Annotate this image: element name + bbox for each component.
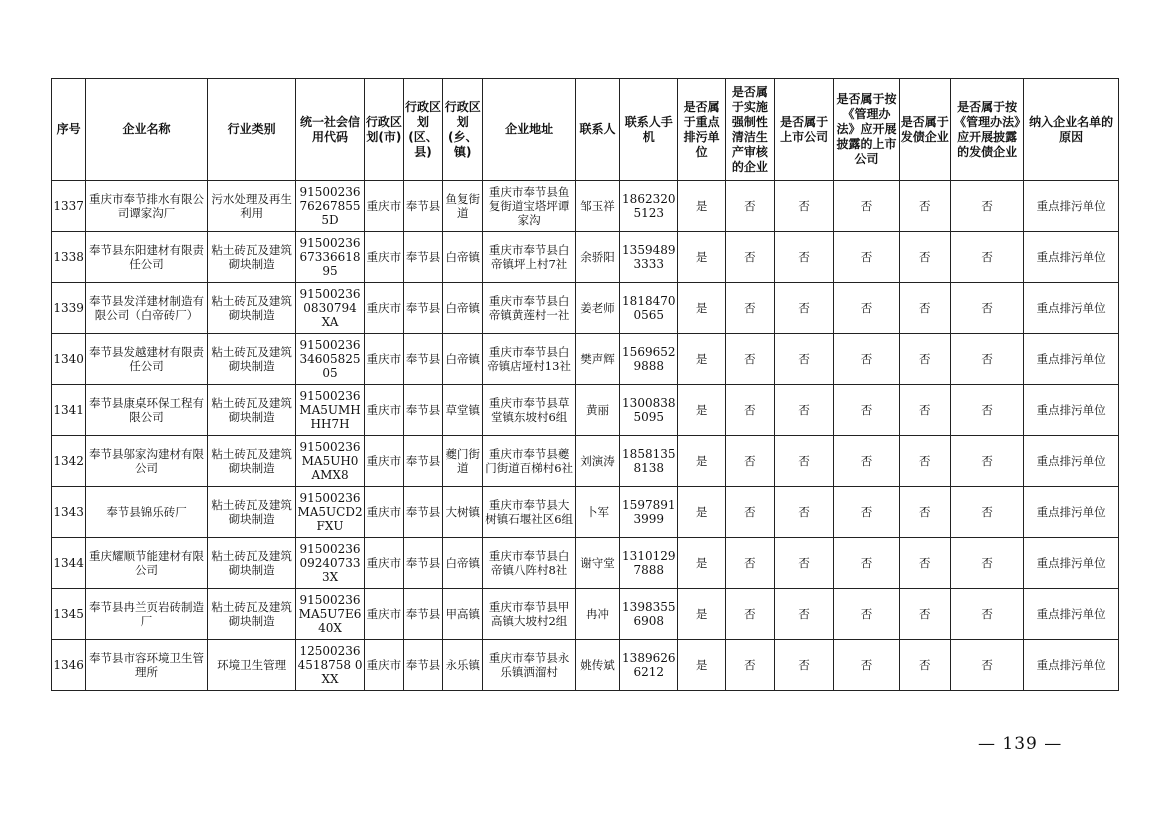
contact-phone: 13008385095	[620, 385, 678, 436]
bond-disclose-flag: 否	[950, 334, 1023, 385]
address: 重庆市奉节县白帝镇八阵村8社	[483, 538, 576, 589]
page-number: — 139 —	[978, 734, 1063, 754]
industry-type: 污水处理及再生利用	[207, 181, 295, 232]
key-polluter-flag: 是	[678, 487, 725, 538]
city: 重庆市	[364, 283, 403, 334]
inclusion-reason: 重点排污单位	[1024, 181, 1119, 232]
contact-phone: 13896266212	[620, 640, 678, 691]
col-header-bond: 是否属于发债企业	[899, 79, 950, 181]
inclusion-reason: 重点排污单位	[1024, 640, 1119, 691]
contact-person: 樊声辉	[575, 334, 619, 385]
col-header-credit-code: 统一社会信用代码	[296, 79, 364, 181]
town: 夔门街道	[443, 436, 483, 487]
clean-production-flag: 否	[725, 334, 774, 385]
row-number: 1337	[52, 181, 86, 232]
bond-issuer-flag: 否	[899, 334, 950, 385]
col-header-name: 企业名称	[86, 79, 208, 181]
address: 重庆市奉节县草堂镇东坡村6组	[483, 385, 576, 436]
contact-person: 黄丽	[575, 385, 619, 436]
table-row	[52, 181, 1119, 232]
town: 永乐镇	[443, 640, 483, 691]
table-row	[52, 589, 1119, 640]
company-name: 重庆耀顺节能建材有限公司	[86, 538, 208, 589]
company-name: 奉节县锦乐砖厂	[86, 487, 208, 538]
row-number: 1339	[52, 283, 86, 334]
listed-company-flag: 否	[774, 589, 833, 640]
inclusion-reason: 重点排污单位	[1024, 385, 1119, 436]
col-header-industry: 行业类别	[207, 79, 295, 181]
industry-type: 粘土砖瓦及建筑砌块制造	[207, 385, 295, 436]
contact-person: 谢守堂	[575, 538, 619, 589]
row-number: 1344	[52, 538, 86, 589]
clean-production-flag: 否	[725, 181, 774, 232]
listed-disclose-flag: 否	[834, 487, 899, 538]
col-header-listed-disclose: 是否属于按《管理办法》应开展披露的上市公司	[834, 79, 899, 181]
credit-code: 915002360830794 XA	[296, 283, 364, 334]
bond-issuer-flag: 否	[899, 640, 950, 691]
county: 奉节县	[403, 487, 442, 538]
industry-type: 粘土砖瓦及建筑砌块制造	[207, 589, 295, 640]
listed-company-flag: 否	[774, 232, 833, 283]
credit-code: 915002366733661895	[296, 232, 364, 283]
contact-phone: 13983556908	[620, 589, 678, 640]
clean-production-flag: 否	[725, 283, 774, 334]
contact-person: 刘演涛	[575, 436, 619, 487]
contact-person: 冉冲	[575, 589, 619, 640]
town: 白帝镇	[443, 232, 483, 283]
inclusion-reason: 重点排污单位	[1024, 436, 1119, 487]
town: 草堂镇	[443, 385, 483, 436]
bond-issuer-flag: 否	[899, 487, 950, 538]
contact-phone: 18184700565	[620, 283, 678, 334]
bond-disclose-flag: 否	[950, 640, 1023, 691]
company-name: 奉节县邬家沟建材有限公司	[86, 436, 208, 487]
key-polluter-flag: 是	[678, 181, 725, 232]
town: 甲高镇	[443, 589, 483, 640]
listed-disclose-flag: 否	[834, 538, 899, 589]
listed-disclose-flag: 否	[834, 385, 899, 436]
town: 白帝镇	[443, 283, 483, 334]
contact-phone: 13101297888	[620, 538, 678, 589]
key-polluter-flag: 是	[678, 538, 725, 589]
contact-phone: 18623205123	[620, 181, 678, 232]
bond-disclose-flag: 否	[950, 538, 1023, 589]
row-number: 1343	[52, 487, 86, 538]
contact-phone: 18581358138	[620, 436, 678, 487]
table-row	[52, 538, 1119, 589]
row-number: 1346	[52, 640, 86, 691]
industry-type: 粘土砖瓦及建筑砌块制造	[207, 436, 295, 487]
county: 奉节县	[403, 283, 442, 334]
inclusion-reason: 重点排污单位	[1024, 232, 1119, 283]
county: 奉节县	[403, 181, 442, 232]
contact-person: 姚传斌	[575, 640, 619, 691]
industry-type: 粘土砖瓦及建筑砌块制造	[207, 334, 295, 385]
row-number: 1341	[52, 385, 86, 436]
city: 重庆市	[364, 589, 403, 640]
col-header-address: 企业地址	[483, 79, 576, 181]
city: 重庆市	[364, 640, 403, 691]
address: 重庆市奉节县白帝镇店垭村13社	[483, 334, 576, 385]
listed-disclose-flag: 否	[834, 232, 899, 283]
listed-company-flag: 否	[774, 181, 833, 232]
bond-disclose-flag: 否	[950, 283, 1023, 334]
key-polluter-flag: 是	[678, 589, 725, 640]
contact-person: 余骄阳	[575, 232, 619, 283]
bond-issuer-flag: 否	[899, 283, 950, 334]
industry-type: 粘土砖瓦及建筑砌块制造	[207, 538, 295, 589]
clean-production-flag: 否	[725, 589, 774, 640]
enterprise-list-table	[51, 78, 1119, 691]
industry-type: 环境卫生管理	[207, 640, 295, 691]
industry-type: 粘土砖瓦及建筑砌块制造	[207, 487, 295, 538]
industry-type: 粘土砖瓦及建筑砌块制造	[207, 283, 295, 334]
bond-disclose-flag: 否	[950, 589, 1023, 640]
address: 重庆市奉节县夔门街道百梯村6社	[483, 436, 576, 487]
row-number: 1338	[52, 232, 86, 283]
credit-code: 915002363460582505	[296, 334, 364, 385]
bond-disclose-flag: 否	[950, 385, 1023, 436]
city: 重庆市	[364, 385, 403, 436]
bond-disclose-flag: 否	[950, 181, 1023, 232]
credit-code: 91500236762678555D	[296, 181, 364, 232]
contact-person: 姜老师	[575, 283, 619, 334]
contact-phone: 15696529888	[620, 334, 678, 385]
credit-code: 91500236MA5UMHHH7H	[296, 385, 364, 436]
bond-issuer-flag: 否	[899, 232, 950, 283]
address: 重庆市奉节县甲高镇大坡村2组	[483, 589, 576, 640]
city: 重庆市	[364, 181, 403, 232]
industry-type: 粘土砖瓦及建筑砌块制造	[207, 232, 295, 283]
key-polluter-flag: 是	[678, 385, 725, 436]
bond-issuer-flag: 否	[899, 589, 950, 640]
row-number: 1340	[52, 334, 86, 385]
table-row	[52, 640, 1119, 691]
bond-issuer-flag: 否	[899, 385, 950, 436]
contact-person: 邹玉祥	[575, 181, 619, 232]
col-header-contact: 联系人	[575, 79, 619, 181]
credit-code: 91500236092407333X	[296, 538, 364, 589]
clean-production-flag: 否	[725, 640, 774, 691]
inclusion-reason: 重点排污单位	[1024, 589, 1119, 640]
town: 白帝镇	[443, 334, 483, 385]
city: 重庆市	[364, 538, 403, 589]
listed-company-flag: 否	[774, 640, 833, 691]
contact-phone: 15978913999	[620, 487, 678, 538]
col-header-key-polluter: 是否属于重点排污单位	[678, 79, 725, 181]
city: 重庆市	[364, 232, 403, 283]
contact-person: 卜军	[575, 487, 619, 538]
clean-production-flag: 否	[725, 436, 774, 487]
header-row	[52, 79, 1119, 181]
key-polluter-flag: 是	[678, 283, 725, 334]
company-name: 奉节县康桌环保工程有限公司	[86, 385, 208, 436]
bond-disclose-flag: 否	[950, 436, 1023, 487]
county: 奉节县	[403, 538, 442, 589]
listed-company-flag: 否	[774, 487, 833, 538]
bond-issuer-flag: 否	[899, 538, 950, 589]
inclusion-reason: 重点排污单位	[1024, 487, 1119, 538]
bond-issuer-flag: 否	[899, 181, 950, 232]
listed-disclose-flag: 否	[834, 283, 899, 334]
table-row	[52, 385, 1119, 436]
table-row	[52, 232, 1119, 283]
address: 重庆市奉节县鱼复街道宝塔坪谭家沟	[483, 181, 576, 232]
company-name: 奉节县发洋建材制造有限公司（白帝砖厂）	[86, 283, 208, 334]
town: 鱼复街道	[443, 181, 483, 232]
county: 奉节县	[403, 436, 442, 487]
credit-code: 91500236MA5U7E640X	[296, 589, 364, 640]
listed-disclose-flag: 否	[834, 334, 899, 385]
table-row	[52, 334, 1119, 385]
inclusion-reason: 重点排污单位	[1024, 334, 1119, 385]
listed-company-flag: 否	[774, 538, 833, 589]
listed-disclose-flag: 否	[834, 181, 899, 232]
listed-disclose-flag: 否	[834, 589, 899, 640]
key-polluter-flag: 是	[678, 232, 725, 283]
listed-company-flag: 否	[774, 334, 833, 385]
col-header-city: 行政区划(市)	[364, 79, 403, 181]
listed-disclose-flag: 否	[834, 436, 899, 487]
table-row	[52, 487, 1119, 538]
listed-disclose-flag: 否	[834, 640, 899, 691]
inclusion-reason: 重点排污单位	[1024, 538, 1119, 589]
key-polluter-flag: 是	[678, 436, 725, 487]
county: 奉节县	[403, 385, 442, 436]
clean-production-flag: 否	[725, 232, 774, 283]
listed-company-flag: 否	[774, 385, 833, 436]
clean-production-flag: 否	[725, 538, 774, 589]
inclusion-reason: 重点排污单位	[1024, 283, 1119, 334]
col-header-town: 行政区划(乡、镇)	[443, 79, 483, 181]
table-row	[52, 283, 1119, 334]
col-header-bond-disclose: 是否属于按《管理办法》应开展披露的发债企业	[950, 79, 1023, 181]
county: 奉节县	[403, 232, 442, 283]
address: 重庆市奉节县永乐镇洒溜村	[483, 640, 576, 691]
clean-production-flag: 否	[725, 487, 774, 538]
city: 重庆市	[364, 334, 403, 385]
credit-code: 125002364518758 0XX	[296, 640, 364, 691]
bond-disclose-flag: 否	[950, 487, 1023, 538]
listed-company-flag: 否	[774, 436, 833, 487]
company-name: 重庆市奉节排水有限公司谭家沟厂	[86, 181, 208, 232]
credit-code: 91500236MA5UH0AMX8	[296, 436, 364, 487]
county: 奉节县	[403, 589, 442, 640]
city: 重庆市	[364, 436, 403, 487]
company-name: 奉节县发越建材有限责任公司	[86, 334, 208, 385]
town: 大树镇	[443, 487, 483, 538]
address: 重庆市奉节县白帝镇黄莲村一社	[483, 283, 576, 334]
credit-code: 91500236MA5UCD2FXU	[296, 487, 364, 538]
bond-disclose-flag: 否	[950, 232, 1023, 283]
company-name: 奉节县冉兰页岩砖制造厂	[86, 589, 208, 640]
listed-company-flag: 否	[774, 283, 833, 334]
col-header-listed: 是否属于上市公司	[774, 79, 833, 181]
row-number: 1342	[52, 436, 86, 487]
county: 奉节县	[403, 640, 442, 691]
company-name: 奉节县东阳建材有限责任公司	[86, 232, 208, 283]
col-header-county: 行政区划(区、县)	[403, 79, 442, 181]
contact-phone: 13594893333	[620, 232, 678, 283]
clean-production-flag: 否	[725, 385, 774, 436]
key-polluter-flag: 是	[678, 640, 725, 691]
col-header-no: 序号	[52, 79, 86, 181]
row-number: 1345	[52, 589, 86, 640]
key-polluter-flag: 是	[678, 334, 725, 385]
town: 白帝镇	[443, 538, 483, 589]
col-header-phone: 联系人手机	[620, 79, 678, 181]
company-name: 奉节县市容环境卫生管理所	[86, 640, 208, 691]
bond-issuer-flag: 否	[899, 436, 950, 487]
address: 重庆市奉节县大树镇石堰社区6组	[483, 487, 576, 538]
col-header-clean-production: 是否属于实施强制性清洁生产审核的企业	[725, 79, 774, 181]
address: 重庆市奉节县白帝镇坪上村7社	[483, 232, 576, 283]
county: 奉节县	[403, 334, 442, 385]
col-header-reason: 纳入企业名单的原因	[1024, 79, 1119, 181]
table-row	[52, 436, 1119, 487]
city: 重庆市	[364, 487, 403, 538]
